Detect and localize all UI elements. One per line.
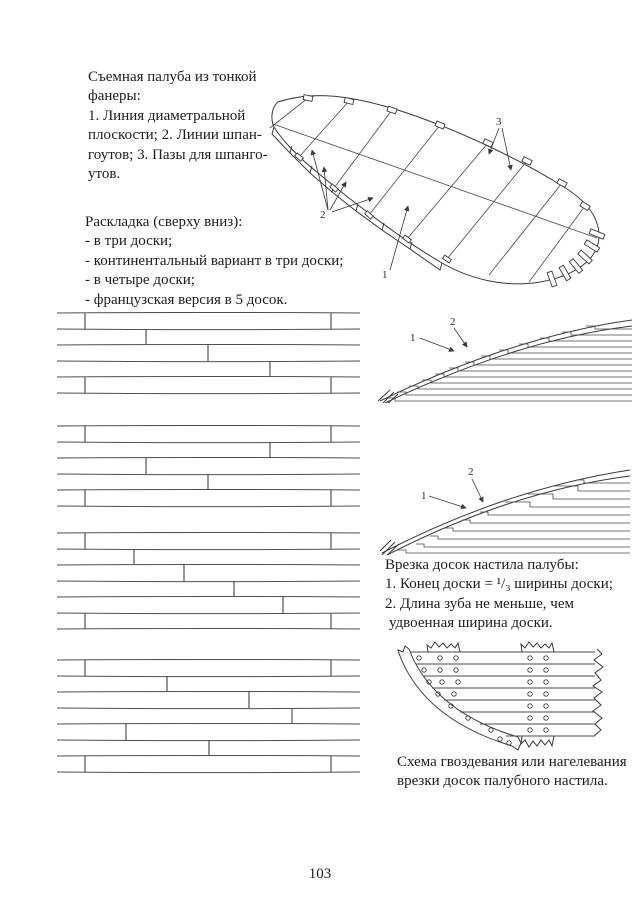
caption-line: - континентальный вариант в три доски; — [85, 252, 344, 269]
caption-line: 2. Длина зуба не меньше, чем — [385, 595, 574, 612]
deck-label-frames: 2 — [320, 209, 326, 221]
deck-plank-seams — [398, 480, 630, 553]
figure-bow-joggle-2 — [380, 461, 632, 555]
caption-line: врезки досок палубного настила. — [397, 773, 608, 790]
margin-plank-arc — [378, 320, 632, 403]
nail-heads — [417, 656, 548, 745]
figure-planking-group-2 — [56, 425, 361, 513]
caption-line: - в три доски; — [85, 233, 173, 250]
figure-planking-group-4 — [56, 659, 361, 779]
caption-joggling — [385, 556, 635, 634]
caption-line: удвоенная ширина доски. — [389, 615, 553, 632]
caption-line: Схема гвоздевания или нагелевания — [397, 754, 627, 770]
bow1-label-2: 2 — [450, 316, 456, 328]
deck-plank-seams — [386, 326, 632, 401]
caption-line: - в четыре доски; — [85, 272, 195, 289]
margin-plank-band — [398, 646, 521, 750]
caption-line: плоскости; 2. Линии шпан- — [88, 127, 262, 144]
caption-line: гоутов; 3. Пазы для шпанго- — [88, 146, 268, 163]
figure-planking-group-1 — [56, 312, 361, 400]
caption-line: утов. — [88, 166, 121, 183]
bow1-label-1: 1 — [410, 332, 416, 344]
caption-line: 1. Линия диаметральной — [88, 107, 246, 124]
deck-label-slots: 3 — [496, 116, 502, 128]
bow2-label-1: 1 — [421, 490, 427, 502]
caption-planking-layouts — [85, 213, 385, 310]
leader-arrows — [420, 328, 467, 351]
caption-line: 1. Конец доски = ¹/₃ ширины доски; — [385, 576, 613, 593]
caption-line: Съемная палуба из тонкой — [88, 69, 257, 85]
figure-bow-joggle-1 — [378, 313, 634, 403]
figure-planking-group-3 — [56, 532, 361, 636]
caption-nailing-scheme — [397, 753, 632, 792]
caption-line: Раскладка (сверху вниз): — [85, 214, 243, 230]
figure-nailing-scheme — [394, 640, 632, 754]
page-number: 103 — [308, 866, 332, 882]
caption-line: - французская версия в 5 досок. — [85, 291, 288, 308]
caption-line: Врезка досок настила палубы: — [385, 557, 579, 573]
caption-line: фанеры: — [88, 88, 141, 105]
deck-label-centerline: 1 — [382, 269, 388, 281]
leader-arrows — [429, 479, 483, 508]
bow2-label-2: 2 — [468, 466, 474, 478]
